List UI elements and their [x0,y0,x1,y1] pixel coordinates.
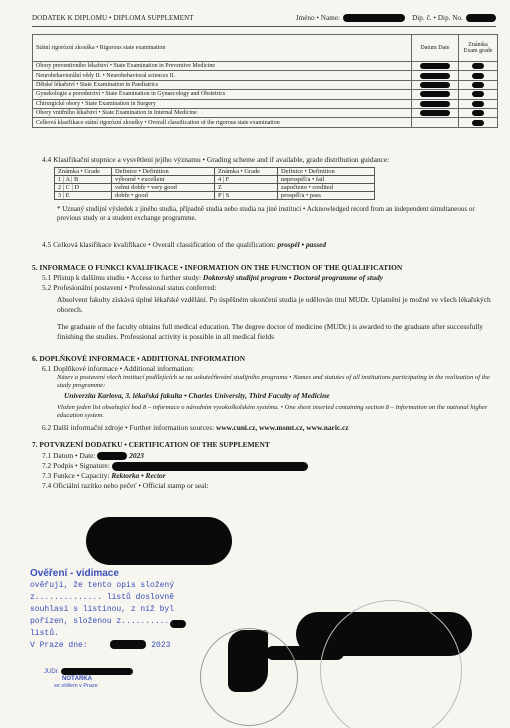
redacted-grade [472,73,484,79]
exam-subject: Obory preventivního lékařství • State Examination in Preventive Medicine [33,62,412,71]
stamp-line: z.............. listů doslovně [30,593,175,602]
redacted-grade [472,120,484,126]
redacted-grade [472,101,484,107]
grade-head-2: Definice • Definition [112,168,215,176]
redacted-date [420,91,450,97]
table-row [33,108,498,117]
grade-cell: 4 | F [215,176,278,184]
section-7-2 [42,461,362,471]
stamp-line: ověřuji, že tento opis složený [30,581,175,590]
table-row [55,168,375,176]
stamp-line: V Praze dne: [30,641,88,650]
notary-stamp [30,568,230,690]
redacted-date [420,101,450,107]
overall-classification-label: 4.5 Celková klasifikace kvalifikace • Overall classification of the qualification: [42,240,276,249]
grade-cell: Z [215,184,278,192]
redacted-seal [86,517,232,565]
table-row [33,99,498,108]
exam-subject: Gynekologie a porodnictví • State Examination in Gynaecology and Obstetrics [33,90,412,99]
table-row [33,118,498,127]
grade-head-4: Definice • Definition [278,168,375,176]
redacted-signature [112,462,308,471]
info-sources-value: www.cuni.cz, www.msmt.cz, www.naric.cz [215,423,349,432]
stamp-notary: NOTÁŘKA [62,676,92,683]
stamp-title: Ověření - vidimace [30,568,119,579]
section-5-2-label: 5.2 Profesionální postavení • Professional status conferred: [42,283,217,292]
section-7-1 [42,451,342,460]
table-row [33,62,498,71]
redacted-diploma-number [466,14,496,22]
grade-cell: neprospěl/a • fail [278,176,375,184]
exam-subject: Neurobehaviorální vědy II. • Neurobehavioral sciences II. [33,71,412,80]
redacted-notary-name [61,668,133,675]
exam-subject: Dětské lékařství • State Examination in Paediatrics [33,80,412,89]
grading-table [54,167,375,200]
redacted-stamp-date [110,640,146,649]
section-6-2 [42,423,502,432]
table-row [33,80,498,89]
exam-subject: Obory vnitřního lékařství • State Examination in Internal Medicine [33,108,412,117]
stamp-judr: JUDr. [44,669,59,676]
exam-subject: Chirurgické obory • State Examination in Surgery [33,99,412,108]
redacted-grade [472,91,484,97]
signature-label: 7.2 Podpis • Signature: [42,461,110,470]
grade-cell: velmi dobře • very good [112,184,215,192]
stamp-line: listů. [30,629,59,638]
redacted-date [420,110,450,116]
section-6-title: 6. DOPLŇKOVÉ INFORMACE • ADDITIONAL INFORMATION [32,354,246,363]
grade-cell: 1 | A | B [55,176,112,184]
exam-table [32,34,498,128]
redacted-date [97,452,127,460]
exam-table-header [33,35,498,62]
diploma-number-label: Dip. č. • Dip. No. [412,14,463,22]
grade-head-3: Známka • Grade [215,168,278,176]
page-header [32,14,496,27]
section-7-3 [42,471,362,480]
inserted-sheet-note: Vložen jeden list obsahující bod 8 – informace o národním vysokoškolském systému. • One sheet inserted containing section 8 – Information on the national higher education system. [57,404,488,419]
overall-classification-value: prospěl • passed [277,240,327,249]
institutions-note: Název a postavení všech institucí podílejících se na uskutečňování studijního programu • Names and statutes of all institutions participating in the realization of the study programme: [57,374,490,389]
grade-cell: P | S [215,192,278,200]
redacted-date [420,73,450,79]
table-row [55,176,375,184]
date-label: 7.1 Datum • Date: [42,451,96,460]
table-row [33,90,498,99]
table-row [55,184,375,192]
grade-head-1: Známka • Grade [55,168,112,176]
info-sources-label: 6.2 Další informační zdroje • Further information sources: [42,423,215,432]
stamp-seat: se sídlem v Praze [54,683,98,690]
capacity-label: 7.3 Funkce • Capacity: [42,471,110,480]
grade-cell: dobře • good [112,192,215,200]
redacted-grade [472,82,484,88]
grade-cell: prospěl/a • pass [278,192,375,200]
grade-cell: 3 | E [55,192,112,200]
access-further-study-value: Doktorský studijní program • Doctoral programme of study [202,273,384,282]
institution-name: Univerzita Karlova, 3. lékařská fakulta • Charles University, Third Faculty of Medicine [64,391,330,400]
redacted-name [343,14,405,22]
capacity-value: Rektorka • Rector [111,471,166,480]
exam-header-grade: Známka Exam grade [459,35,498,62]
professional-status-cz: Absolvent fakulty získává úplné lékařské vzdělání. Po úspěšném ukončení studia je udělován titul MUDr. Uplatnění je možné ve všech lékařských oborech. [57,295,491,314]
professional-status-en: The graduate of the faculty obtains full medical education. The degree doctor of medicine (MUDr.) is awarded to the graduate after successfully finishing the studies. Professional activity is possible in all medical fields [57,322,484,341]
exam-header-date: Datum Date [412,35,459,62]
section-6-1-label: 6.1 Doplňkové informace • Additional information: [42,364,195,373]
stamp-year: 2023 [151,641,171,650]
redacted-date [420,63,450,69]
section-7-title: 7. POTVRZENÍ DODATKU • CERTIFICATION OF THE SUPPLEMENT [32,440,270,449]
table-row [33,71,498,80]
grade-cell: započteno • credited [278,184,375,192]
table-row [55,192,375,200]
section-5-1 [42,273,502,282]
section-4-4-title: 4.4 Klasifikační stupnice a vysvětlení jejího významu • Grading scheme and if available, grade distribution guidance: [42,155,390,164]
name-label: Jméno • Name: [295,14,341,22]
grade-cell: výborně • excellent [112,176,215,184]
stamp-line: pořízen, složenou z........... [30,617,175,626]
redacted-grade [472,63,484,69]
stamp-line: souhlasí s listinou, z níž byl [30,605,175,614]
section-7-4-label: 7.4 Oficiální razítko nebo pečeť • Official stamp or seal: [42,481,209,490]
section-4-5 [42,240,502,249]
access-further-study-label: 5.1 Přístup k dalšímu studiu • Access to further study: [42,273,202,282]
date-year: 2023 [129,451,144,460]
document-title: DODATEK K DIPLOMU • DIPLOMA SUPPLEMENT [32,14,194,22]
exam-subject: Celková klasifikace státní rigorózní zkoušky • Overall classification of the rigorous state examination [33,118,412,127]
redacted-grade [472,110,484,116]
exam-header-subject: Státní rigorózní zkouška • Rigorous state examination [33,35,412,62]
grading-note: * Uznaný studijní výsledek z jiného studia, případně studia nebo studia na jiné instituci • Acknowledged record from an independent simultaneous or previous study or a student exchange programme. [57,205,475,222]
section-5-title: 5. INFORMACE O FUNKCI KVALIFIKACE • INFORMATION ON THE FUNCTION OF THE QUALIFICATION [32,263,403,272]
redacted-date [420,82,450,88]
grade-cell: 2 | C | D [55,184,112,192]
